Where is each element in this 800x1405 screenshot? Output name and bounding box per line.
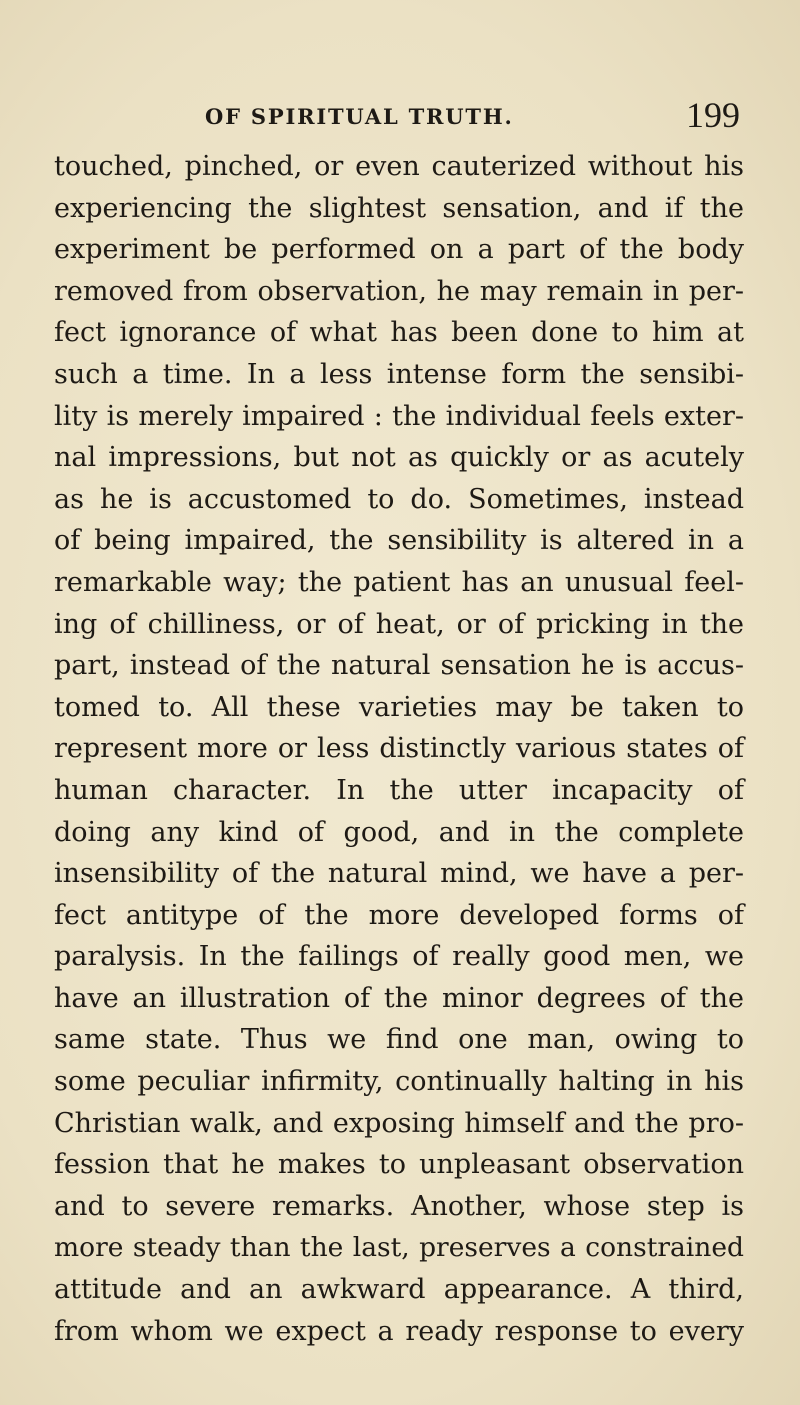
- text-line: and to severe remarks. Another, whose step is: [54, 1190, 744, 1222]
- text-line: from whom we expect a ready response to every: [54, 1315, 744, 1347]
- text-line: fect ignorance of what has been done to him at: [54, 317, 744, 349]
- text-line: such a time. In a less intense form the sensibi-: [54, 358, 744, 390]
- text-line: have an illustration of the minor degrees of the: [54, 982, 744, 1014]
- page-number: 199: [686, 95, 740, 135]
- text-line: human character. In the utter incapacity of: [54, 774, 744, 806]
- text-line: experiment be performed on a part of the body: [54, 234, 744, 266]
- text-line: Christian walk, and exposing himself and the pro-: [54, 1107, 744, 1139]
- text-line: lity is merely impaired : the individual feels exter-: [54, 400, 744, 432]
- text-line: represent more or less distinctly various states of: [54, 733, 744, 765]
- text-line: touched, pinched, or even cauterized without his: [54, 151, 744, 182]
- text-line: nal impressions, but not as quickly or as acutely: [54, 442, 744, 474]
- text-line: fect antitype of the more developed forms of: [54, 899, 744, 931]
- text-line: fession that he makes to unpleasant observation: [54, 1149, 744, 1181]
- text-line: ing of chilliness, or of heat, or of pricking in the: [54, 608, 744, 640]
- text-line: as he is accustomed to do. Sometimes, instead: [54, 483, 744, 515]
- text-line: removed from observation, he may remain in per-: [54, 275, 744, 307]
- text-line: doing any kind of good, and in the complete: [54, 816, 744, 848]
- page-header: [205, 92, 740, 142]
- text-line: of being impaired, the sensibility is altered in a: [54, 525, 744, 557]
- text-line: more steady than the last, preserves a constrained: [54, 1232, 744, 1264]
- body-text: [54, 146, 744, 1352]
- text-line: remarkable way; the patient has an unusual feel-: [54, 566, 744, 598]
- text-line: attitude and an awkward appearance. A third,: [54, 1274, 744, 1306]
- text-line: paralysis. In the failings of really good men, we: [54, 941, 744, 973]
- text-line: same state. Thus we find one man, owing to: [54, 1024, 744, 1056]
- text-line: tomed to. All these varieties may be taken to: [54, 691, 744, 723]
- text-line: some peculiar infirmity, continually halting in his: [54, 1066, 744, 1098]
- running-head: OF SPIRITUAL TRUTH.: [205, 104, 514, 129]
- text-line: experiencing the slightest sensation, and if the: [54, 192, 744, 224]
- text-line: insensibility of the natural mind, we have a per-: [54, 858, 744, 890]
- text-line: part, instead of the natural sensation he is accus-: [54, 650, 744, 682]
